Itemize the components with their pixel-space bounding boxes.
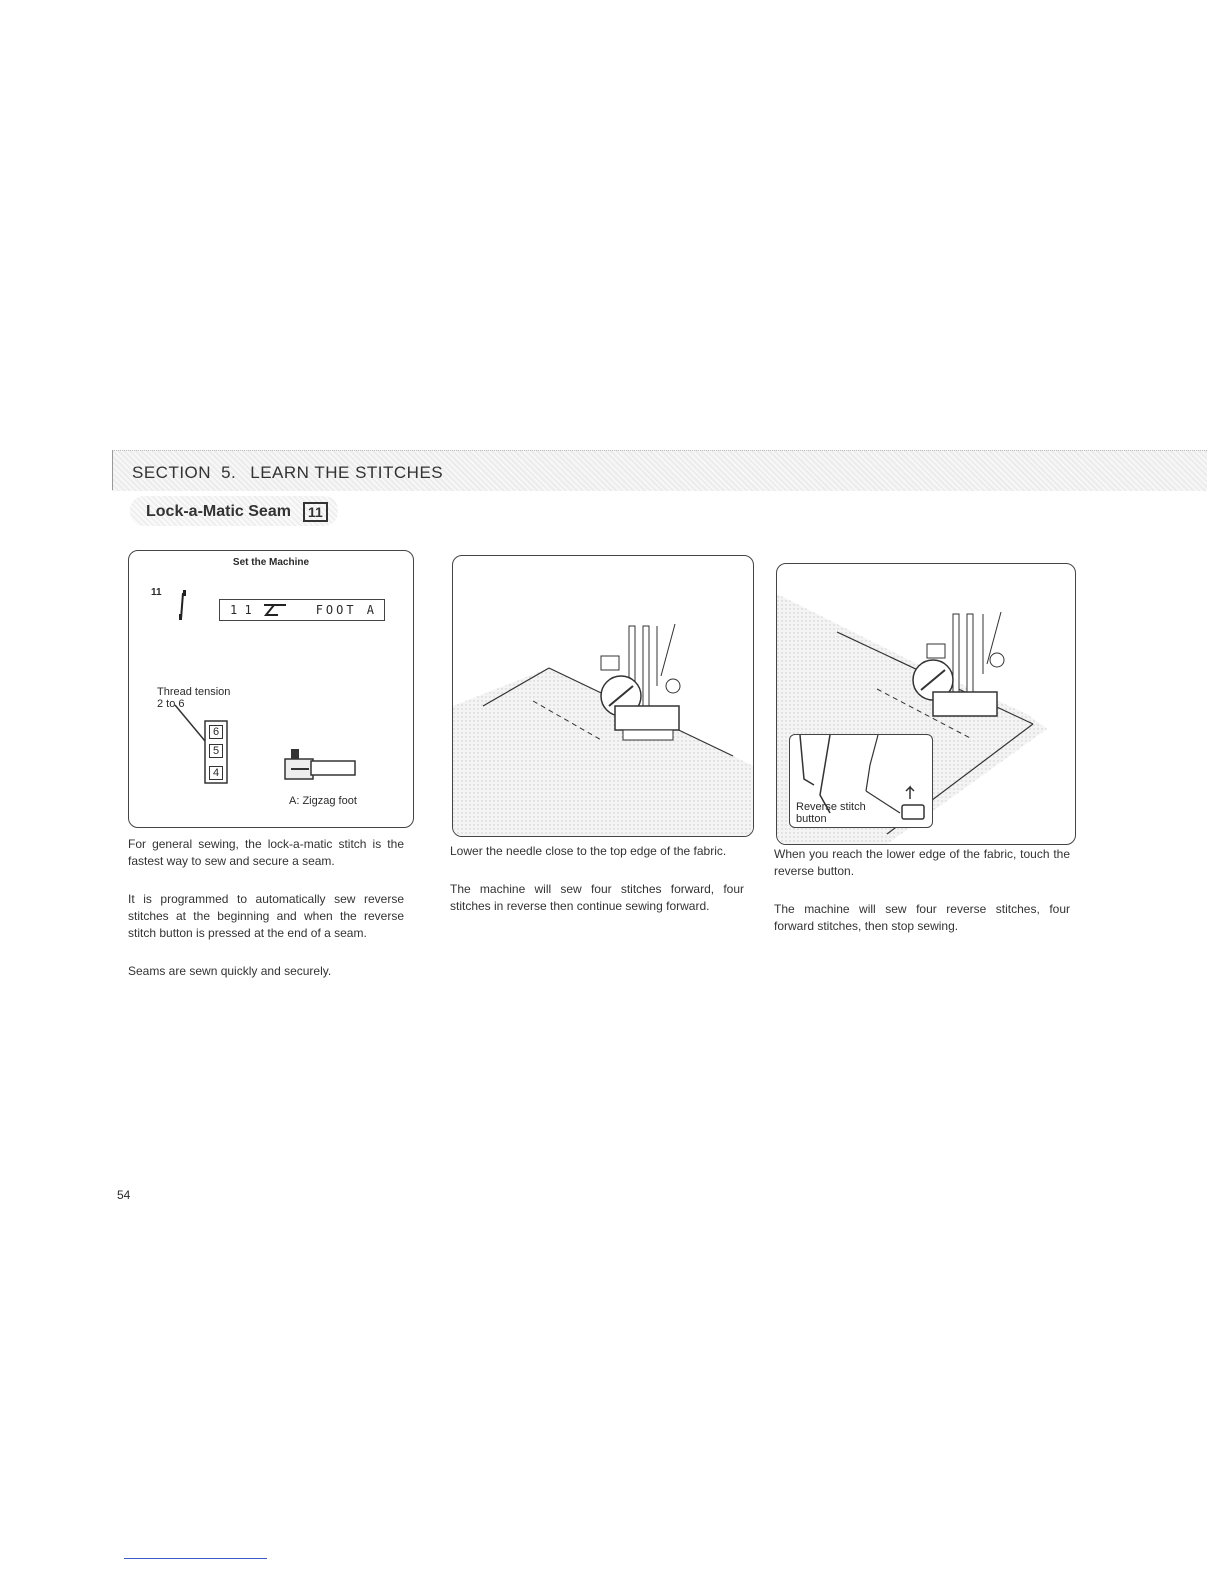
- zigzag-foot-icon: [281, 747, 361, 787]
- footer-rule: [124, 1558, 267, 1559]
- reverse-button-inset: [789, 734, 933, 828]
- set-machine-title: Set the Machine: [232, 557, 310, 568]
- column-3-text: [774, 846, 1070, 956]
- stitch-number: 11: [151, 587, 162, 598]
- paragraph: It is programmed to automatically sew reverse stitches at the beginning and when the reverse stitch button is pressed at the end of a seam.: [128, 892, 404, 940]
- reverse-button-illustration: [776, 563, 1076, 845]
- column-2-text: [450, 843, 744, 936]
- reverse-stitch-button-label: [796, 801, 866, 825]
- section-heading: [132, 463, 443, 483]
- straight-stitch-icon: [177, 589, 189, 621]
- thread-tension-range: 2 to 6: [157, 698, 185, 710]
- page-number: 54: [117, 1188, 131, 1202]
- dial-value-4: 4: [209, 766, 223, 780]
- zigzag-foot-label: A: Zigzag foot: [289, 795, 357, 807]
- needle-fabric-drawing-icon: [453, 556, 753, 836]
- thread-tension-text: Thread tension: [157, 686, 231, 698]
- paragraph: For general sewing, the lock-a-matic stitch is the fastest way to sew and secure a seam.: [128, 837, 404, 868]
- subsection-title-text: Lock-a-Matic Seam: [146, 503, 291, 520]
- section-edge-rule: [112, 450, 113, 490]
- paragraph: Lower the needle close to the top edge of the fabric.: [450, 844, 727, 858]
- paragraph: The machine will sew four reverse stitches, four forward stitches, then stop sewing.: [774, 902, 1070, 933]
- section-title: LEARN THE STITCHES: [250, 463, 444, 482]
- zigzag-foot-glyph-icon: [262, 602, 290, 618]
- lcd-display: [219, 599, 385, 621]
- set-machine-panel: [128, 550, 414, 828]
- paragraph: The machine will sew four stitches forward, four stitches in reverse then continue sewing forward.: [450, 882, 744, 913]
- subsection-title: [130, 496, 338, 526]
- dial-value-6: 6: [209, 725, 223, 739]
- lcd-foot-text: FOOT A: [315, 603, 378, 617]
- section-header-bar: [112, 450, 1207, 491]
- dial-value-5: 5: [209, 744, 223, 758]
- reverse-stitch-label-line1: Reverse stitch: [796, 801, 866, 813]
- reverse-stitch-label-line2: button: [796, 813, 827, 825]
- lower-needle-illustration: [452, 555, 754, 837]
- paragraph: When you reach the lower edge of the fabric, touch the reverse button.: [774, 847, 1070, 878]
- lcd-pattern-number: 1 1: [230, 603, 252, 617]
- column-1-text: [128, 836, 404, 1001]
- section-number: 5.: [221, 463, 237, 482]
- tension-dial-icon: [169, 701, 233, 787]
- pattern-number-badge: 11: [303, 502, 328, 522]
- section-label: SECTION: [132, 463, 212, 482]
- paragraph: Seams are sewn quickly and securely.: [128, 964, 332, 978]
